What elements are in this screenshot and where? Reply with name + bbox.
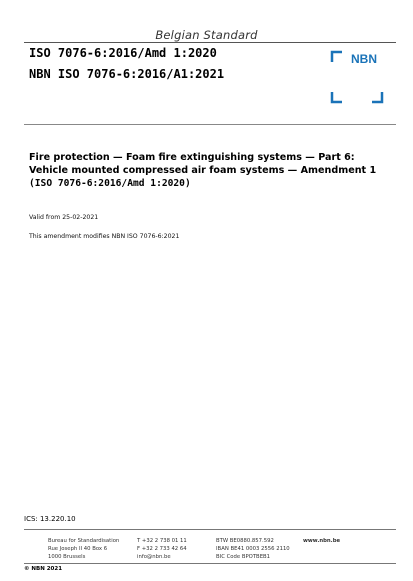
modifies-note: This amendment modifies NBN ISO 7076-6:2021: [29, 233, 180, 240]
footer-iban: IBAN BE41 0003 2556 2110: [216, 546, 290, 552]
footer-address: [48, 537, 119, 561]
footer-email[interactable]: info@nbn.be: [137, 554, 171, 560]
footer-phone: T +32 2 738 01 11: [137, 538, 187, 544]
footer-vat: BTW BE0880.857.592: [216, 538, 274, 544]
iso-identifier: ISO 7076-6:2016/Amd 1:2020: [29, 46, 217, 60]
title-line-3: (ISO 7076-6:2016/Amd 1:2020): [29, 178, 191, 189]
title-line-1: Fire protection — Foam fire extinguishing systems — Part 6:: [29, 152, 355, 163]
ics-code: ICS: 13.220.10: [24, 515, 76, 523]
footer-fax: F +32 2 733 42 64: [137, 546, 187, 552]
document-title: [29, 151, 389, 190]
header-divider: [24, 124, 396, 125]
footer-website[interactable]: www.nbn.be: [303, 538, 341, 544]
standard-banner: Belgian Standard: [155, 28, 258, 42]
footer-city: 1000 Brussels: [48, 554, 86, 560]
footer-contact: [137, 537, 187, 561]
footer-web: [303, 537, 340, 545]
nbn-identifier: NBN ISO 7076-6:2016/A1:2021: [29, 67, 225, 81]
footer-divider: [24, 529, 396, 530]
footer-org: Bureau for Standardisation: [48, 538, 120, 544]
bottom-divider: [24, 563, 396, 564]
title-line-2: Vehicle mounted compressed air foam systems — Amendment 1: [29, 165, 377, 176]
footer-bic: BIC Code BPOTBEB1: [216, 554, 271, 560]
footer-street: Rue Joseph II 40 Box 6: [48, 546, 108, 552]
nbn-logo-text: NBN: [351, 52, 377, 66]
top-divider: [24, 42, 396, 43]
valid-from: Valid from 25-02-2021: [29, 214, 99, 221]
footer-bank: [216, 537, 290, 561]
copyright: © NBN 2021: [24, 566, 63, 572]
nbn-logo: [330, 50, 384, 104]
